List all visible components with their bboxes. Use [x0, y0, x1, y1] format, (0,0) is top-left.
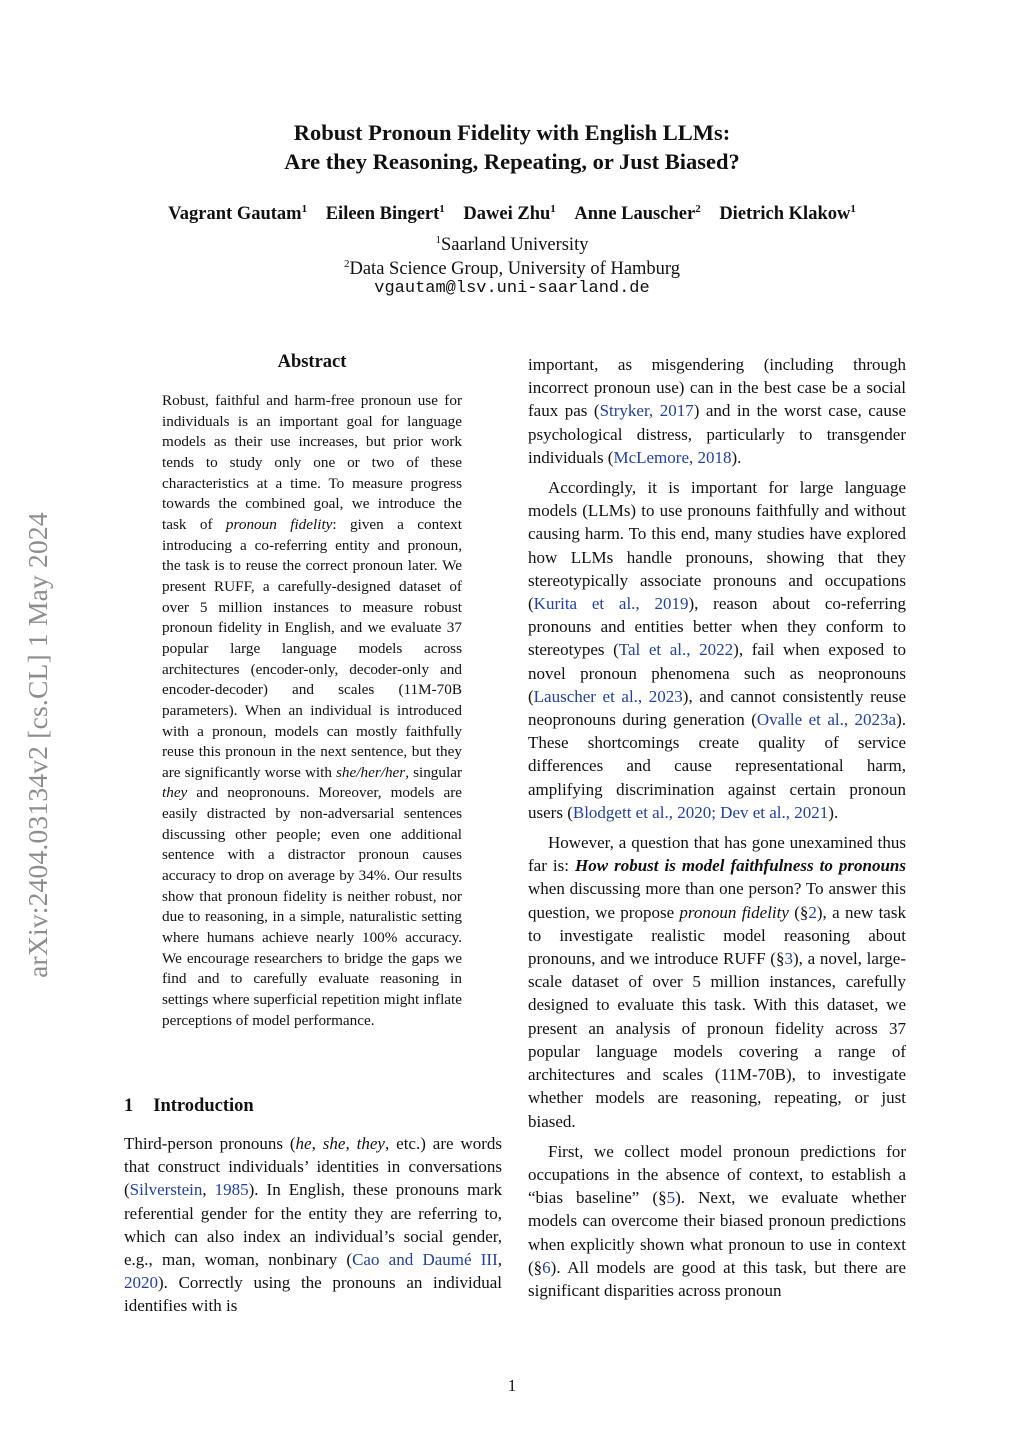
author: Vagrant Gautam$^1$ [168, 203, 308, 225]
paragraph: important, as misgendering (including through incorrect pronoun use) can in the best case be a social faux pas (Stryker, 2017) and in the worst case, cause psychological distress, particularly to transgender individuals (McLemore, 2018). [528, 355, 907, 467]
citation-link[interactable]: Cao and Daumé III [352, 1250, 498, 1270]
citation-link[interactable]: Stryker, 2017 [599, 401, 694, 421]
citation-link[interactable]: Kurita et al., 2019 [533, 594, 689, 614]
citation-link[interactable]: Blodgett et al., 2020; Dev et al., 2021 [572, 802, 829, 822]
citation-link[interactable]: 1985 [214, 1180, 249, 1200]
page-number: 1 [507, 1376, 517, 1395]
abstract-heading: Abstract [277, 352, 347, 372]
affiliation-1: $^1$Saarland University [435, 234, 589, 256]
contact-email[interactable]: vgautam@lsv.uni-saarland.de [374, 279, 650, 298]
citation-link[interactable]: Tal et al., 2022 [618, 640, 734, 660]
section-ref-link[interactable]: 3 [784, 949, 793, 969]
citation-link[interactable]: McLemore, 2018 [613, 447, 732, 467]
right-column [528, 353, 906, 1309]
intro-paragraph: Third-person pronouns (he, she, they, etc.) are words that construct individuals’ identities in conversations (Silverstein, 1985). In English, these pronouns mark referential gender for the entity they are referring to, which can also index an individual’s social gender, e.g., man, woman, nonbinary (Cao and Daumé III, 2020). Correctly using the pronouns an individual identifies with is [124, 1134, 503, 1316]
author: Anne Lauscher$^2$ [574, 203, 701, 225]
author-list [0, 203, 1024, 225]
citation-link[interactable]: Silverstein [129, 1180, 203, 1200]
arxiv-identifier[interactable]: arXiv:2404.03134v2 [cs.CL] 1 May 2024 [22, 512, 53, 978]
section-ref-link[interactable]: 2 [808, 902, 817, 922]
affiliation-2: $^2$Data Science Group, University of Hamburg [343, 258, 681, 280]
citation-link[interactable]: Ovalle et al., 2023a [756, 710, 897, 730]
section-ref-link[interactable]: 6 [542, 1257, 551, 1277]
citation-link[interactable]: Lauscher et al., 2023 [533, 686, 683, 706]
title-line-1: Robust Pronoun Fidelity with English LLMs: [293, 120, 731, 145]
paragraph: First, we collect model pronoun predictions for occupations in the absence of context, to establish a “bias baseline” (§5). Next, we evaluate whether models can overcome their biased pronoun predictions when explicitly shown what pronoun to use in context (§6). All models are good at this task, but there are significant disparities across pronoun [528, 1141, 906, 1300]
author: Dietrich Klakow$^1$ [719, 203, 856, 225]
author: Eileen Bingert$^1$ [325, 203, 445, 225]
paragraph: However, a question that has gone unexamined thus far is: How robust is model faithfulness to pronouns when discussing more than one person? To answer this question, we propose pronoun fidelity (§2), a new task to investigate realistic model reasoning about pronouns, and we introduce RUFF (§3), a novel, large-scale dataset of over 5 million instances, carefully designed to evaluate this task. With this dataset, we present an analysis of pronoun fidelity across 37 popular language models covering a range of architectures and scales (11M-70B), to investigate whether models are reasoning, repeating, or just biased. [528, 833, 907, 1131]
paper-title [0, 118, 1024, 176]
section-ref-link[interactable]: 5 [666, 1188, 676, 1208]
research-question: How robust is model faithfulness to pronouns [575, 856, 906, 876]
section-heading-introduction: 1 Introduction [124, 1096, 254, 1116]
abstract-body: Robust, faithful and harm-free pronoun use for individuals is an important goal for language models as their use increases, but prior work tends to study only one or two of these characteristics at a time. To measure progress towards the combined goal, we introduce the task of pronoun fidelity: given a context introducing a co-referring entity and pronoun, the task is to reuse the correct pronoun later. We present RUFF, a carefully-designed dataset of over 5 million instances to measure robust pronoun fidelity in English, and we evaluate 37 popular large language models across architectures (encoder-only, decoder-only and encoder-decoder) and scales (11M-70B parameters). When an individual is introduced with a pronoun, models can mostly faithfully reuse this pronoun in the next sentence, but they are significantly worse with she/her/her, singular they and neopronouns. Moreover, models are easily distracted by non-adversarial sentences discussing other people; even one additional sentence with a distractor pronoun causes accuracy to drop on average by 34%. Our results show that pronoun fidelity is neither robust, nor due to reasoning, in a simple, naturalistic setting where humans achieve nearly 100% accuracy. We encourage researchers to bridge the gaps we find and to carefully evaluate reasoning in settings where superficial repetition might inflate perceptions of model performance. [162, 392, 462, 1029]
citation-link[interactable]: 2020 [124, 1273, 158, 1293]
title-line-2: Are they Reasoning, Repeating, or Just Biased? [284, 149, 740, 174]
paragraph: Accordingly, it is important for large language models (LLMs) to use pronouns faithfully and without causing harm. To this end, many studies have explored how LLMs handle pronouns, showing that they stereotypically associate pronouns and occupations (Kurita et al., 2019), reason about co-referring pronouns and entities better when they conform to stereotypes (Tal et al., 2022), fail when exposed to novel pronoun phenomena such as neopronouns (Lauscher et al., 2023), and cannot consistently reuse neopronouns during generation (Ovalle et al., 2023a). These shortcomings create quality of service differences and cause representational harm, amplifying discrimination against certain pronoun users (Blodgett et al., 2020; Dev et al., 2021). [528, 478, 907, 822]
author: Dawei Zhu$^1$ [463, 203, 556, 225]
